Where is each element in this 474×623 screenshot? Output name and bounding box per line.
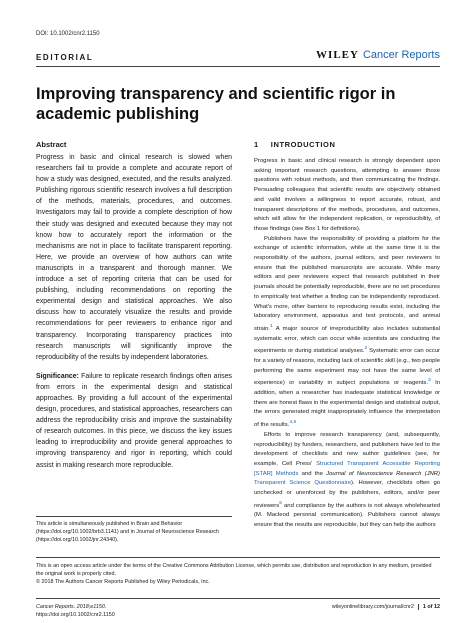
significance-label: Significance: <box>36 372 79 380</box>
article-type-label: EDITORIAL <box>36 53 94 62</box>
abstract-column <box>36 152 232 479</box>
intro-p3-text-e: and compliance by the authors is not always wholehearted (M. Macleod personal communication). Publishers cannot always ensure that the results are reproducible, but they can help the authors <box>254 502 440 529</box>
footer-doi-link[interactable]: https://doi.org/10.1002/cnr2.1150 <box>36 612 115 618</box>
abstract-body: Progress in basic and clinical research is slowed when researchers fail to provide a complete and accurate report of how a study was designed, executed, and the results analyzed. Publishing rigorous scientific research involves a full description of the methods, materials, procedures, and outcomes. Investigators may fail to provide a complete description of how their study was designed and executed because they may not know how to accurately report the information or the mechanisms are not in place to facilitate transparent reporting. Here, we provide an overview of how authors can write manuscripts in a transparent and thorough manner. We introduce a set of reporting criteria that can be used for publishing, including recommendations on reporting the experimental design and statistical approaches. We also discuss how to accurately visualize the results and provide recommendations for peer reviewers to enhance rigor and transparency. Incorporating transparency practices into research manuscripts will significantly improve the reproducibility of the results by independent laboratories. <box>36 154 232 361</box>
footnote-divider <box>36 516 232 517</box>
transparent-science-questionnaire-link[interactable]: Transparent Science Questionnaire <box>254 480 351 487</box>
intro-p3-text-b: and the <box>298 470 327 477</box>
citation-ref[interactable]: 2 <box>364 346 368 352</box>
significance-text: Failure to replicate research findings often arises from errors in the experimental design and statistical approaches. By providing a full account of the experimental design, procedures, and statistical approaches, researchers can address the reproducibility crisis and improve the sustainability of research outcomes. In this piece, we discuss the key issues leading to irreproducibility and provide general approaches to improving transparency and rigor in reporting, which could assist in making research more reproducible. <box>36 372 232 469</box>
footer-site <box>332 603 440 611</box>
jnr-journal-name: Journal of Neuroscience Research (JNR) <box>326 470 440 477</box>
section-heading-introduction <box>254 140 335 149</box>
significance-paragraph <box>36 371 232 471</box>
journal-site-link[interactable]: wileyonlinelibrary.com/journal/cnr2 <box>331 604 414 610</box>
intro-p2-text-d: In addition, when a researcher has inadequate statistical knowledge or there are honest flaws in the experimental design and statistical output, the errors generated might inappropriately influence the interpretation of the results. <box>254 380 440 429</box>
journal-name-link[interactable]: Cancer Reports <box>362 49 440 61</box>
citation-ref[interactable]: 4,5 <box>289 420 297 426</box>
introduction-column <box>254 157 440 531</box>
header-divider <box>36 66 440 67</box>
footer-citation <box>36 603 115 619</box>
footer-divider <box>36 598 440 599</box>
license-block <box>36 562 440 586</box>
intro-p3-text-d: ). However, checklists often go unchecked or unenforced by the publishers, editors, and/or peer reviewers <box>254 480 440 509</box>
intro-paragraph-2 <box>254 235 440 431</box>
publisher-logo: WILEY <box>316 49 359 61</box>
intro-p2-text-a: Publishers have the responsibility of providing a platform for the exchange of scientific information, while at the same time it is the responsibility of the authors, journal editors, and peer reviewers to ensure that the published manuscripts are accurate. While many editors and peer reviewers expect that research published in their journals should be potentially reproducible, there are no set procedures to empirically test whether a finding can be independently reproduced. What's more, other barriers to reproducing results exist, including the laboratory environment, apparatus and test protocols, and animal strain. <box>254 235 440 332</box>
journal-brand <box>316 49 440 61</box>
intro-p3-text-a: Efforts to improve research transparency (and, subsequently, reproducibility) by funders, researchers, and publishers have led to the development of checklists and new author guidelines (see, for example, Cell Press' <box>254 431 440 467</box>
citation-ref[interactable]: 1 <box>270 323 273 329</box>
license-divider <box>36 557 440 558</box>
citation-ref[interactable]: 6 <box>279 500 282 506</box>
star-methods-link[interactable]: Structured Transparent Accessible Reporting [STAR] Methods <box>254 460 440 477</box>
article-title: Improving transparency and scientific rigor in academic publishing <box>36 85 396 123</box>
abstract-heading: Abstract <box>36 140 67 149</box>
citation-text: Cancer Reports. 2018;e1150. <box>36 604 107 610</box>
doi-header: DOI: 10.1002/cnr2.1150 <box>36 31 100 37</box>
section-title: INTRODUCTION <box>270 140 336 149</box>
publication-footnote: This article is simultaneously published in Brain and Behavior (https://doi.org/10.1002/brb3.1141) and in Journal of Neuroscience Research (https://doi.org/10.1002/jnr.24340). <box>36 521 219 543</box>
section-number: 1 <box>254 140 259 149</box>
copyright-text: © 2018 The Authors Cancer Reports Published by Wiley Periodicals, Inc. <box>36 579 210 585</box>
intro-paragraph-3 <box>254 431 440 531</box>
license-text: This is an open access article under the terms of the Creative Commons Attribution License, which permits use, distribution and reproduction in any medium, provided the original work is properly cited. <box>36 563 432 577</box>
citation-ref[interactable]: 3 <box>428 378 431 384</box>
intro-paragraph-1: Progress in basic and clinical research is strongly dependent upon asking important research questions, attempting to answer those questions with robust methods, and then communicating the findings. Persuading colleagues that scientific results are objectively obtained and valid involves a willingness to report accurate, robust, and transparent descriptions of the methods, procedures, and outcomes, which will allow for the independent replication, or reproducibility, of those findings (see Box 1 for definitions). <box>254 158 440 232</box>
intro-p2-text-c: Systematic error can occur for a variety of reasons, including lack of scientific skill (e.g., two people performing the same experiment may not have the same level of experience) or variability in subject populations or reagents. <box>254 348 440 387</box>
page-number: 1 of 12 <box>418 604 440 610</box>
intro-p2-text-b: A major source of irreproducibility also includes substantial systematic error, which can occur while scientists are conducting the experiments or during statistical analyses. <box>254 325 440 355</box>
